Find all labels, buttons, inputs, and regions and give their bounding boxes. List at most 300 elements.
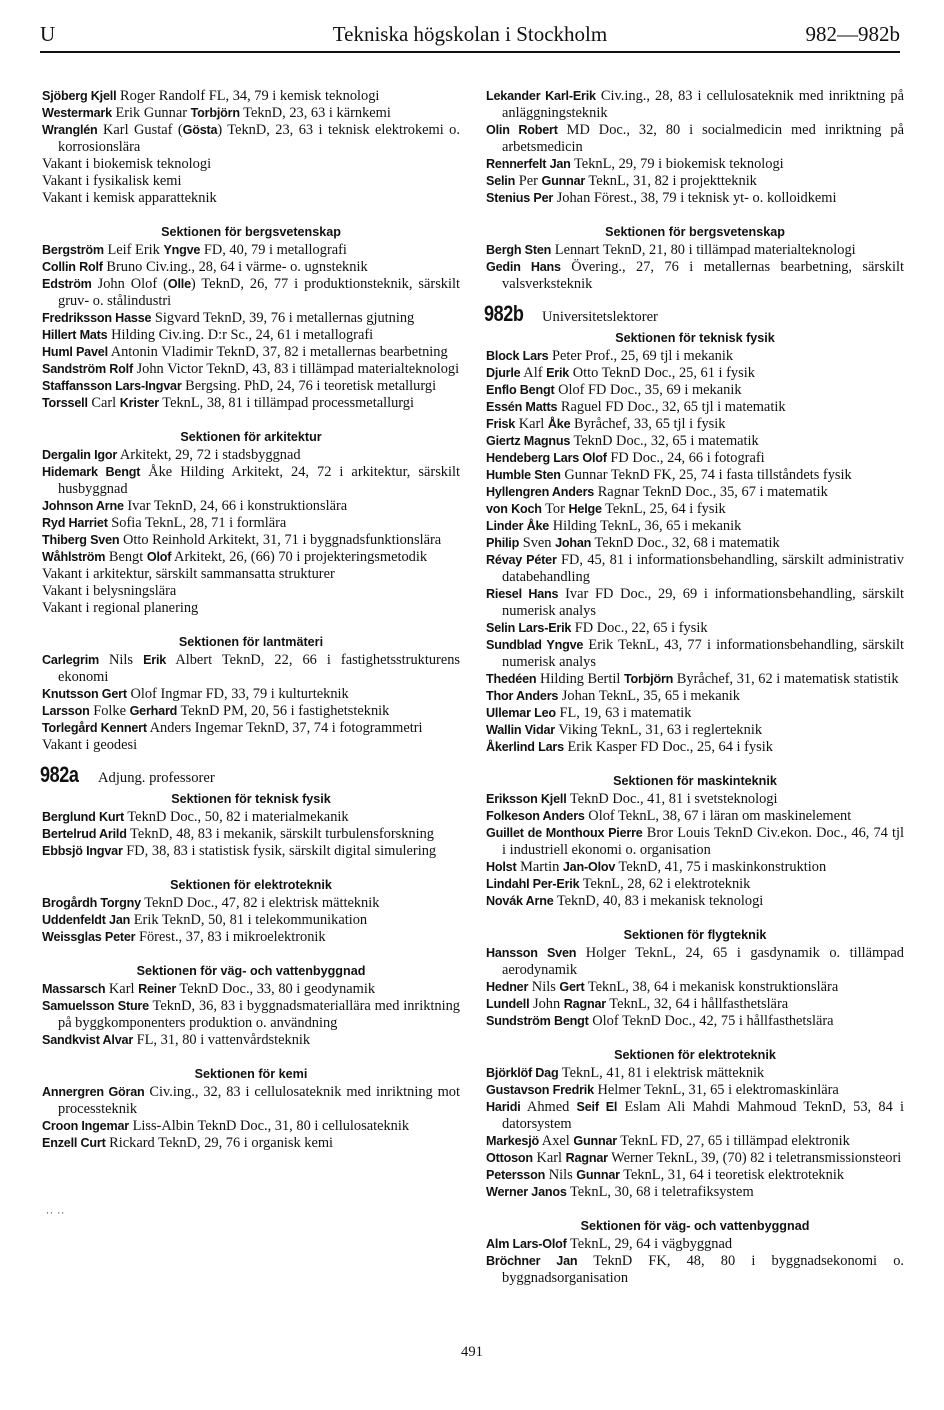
staff-entry: [486, 893, 904, 910]
entry-name: Sjöberg Kjell: [42, 89, 117, 103]
entry-name: Wallin Vidar: [486, 723, 555, 737]
entry-text: Lennart TeknD, 21, 80 i tillämpad materialteknologi: [551, 242, 856, 258]
entry-name: Petersson: [486, 1168, 546, 1182]
entry-text: TeknD, 36, 83 i byggnadsmateriallära med inriktning på byggkomponenters produktion o. användning: [58, 998, 461, 1031]
entry-text: Arkitekt, 29, 72 i stadsbyggnad: [117, 447, 301, 463]
staff-entry: [42, 929, 460, 946]
entry-text: Liss-Albin TeknD Doc., 31, 80 i cellulosateknik: [128, 1118, 410, 1134]
entry-name: Sundström Bengt: [486, 1014, 589, 1028]
staff-entry: [42, 361, 460, 378]
entry-name: Selin: [486, 174, 516, 188]
section-heading: Sektionen för teknisk fysik: [171, 792, 331, 806]
entry-text: FL, 31, 80 i vattenvårdsteknik: [133, 1032, 311, 1048]
entry-text-rest: Byråchef, 31, 62 i matematisk statistik: [673, 671, 899, 687]
entry-text: Karl: [105, 981, 139, 997]
entry-text: Carl: [87, 395, 120, 411]
entry-text: Hilding Bertil: [536, 671, 624, 687]
staff-entry: [486, 620, 904, 637]
staff-entry: [486, 586, 904, 620]
entry-text-rest: Eslam Ali Mahdi Mahmoud TeknD, 53, 84 i datorsystem: [502, 1099, 904, 1132]
entry-text-rest: ) TeknD, 26, 77 i produktionsteknik, särskilt gruv- o. stålindustri: [58, 276, 460, 309]
entry-text: Leif Erik: [103, 242, 164, 258]
staff-entry: [42, 378, 460, 395]
staff-entry: [486, 259, 904, 293]
staff-entry: [42, 242, 460, 259]
staff-entry: [486, 501, 904, 518]
entry-name-part: Gunnar: [541, 174, 586, 188]
staff-entry: [42, 122, 460, 156]
staff-entry: [486, 552, 904, 586]
staff-entry: [486, 791, 904, 808]
staff-entry: [486, 518, 904, 535]
entry-text: FD, 38, 83 i statistisk fysik, särskilt digital simulering: [122, 843, 437, 859]
entry-name-part: Gunnar: [576, 1168, 620, 1182]
staff-entry: [42, 703, 460, 720]
entry-text: Civ.ing., 28, 83 i cellulosateknik med inriktning på anläggningsteknik: [502, 88, 904, 121]
staff-entry: [486, 382, 904, 399]
staff-entry: [486, 859, 904, 876]
staff-entry: [486, 399, 904, 416]
entry-name: Rennerfelt Jan: [486, 157, 571, 171]
entry-name: Riesel Hans: [486, 587, 559, 601]
entry-text-rest: Werner TeknL, 39, (70) 82 i teletransmissionsteori: [607, 1150, 902, 1166]
staff-entry: [486, 1099, 904, 1133]
staff-entry: [486, 637, 904, 671]
staff-entry: [486, 173, 904, 190]
entry-name: von Koch: [486, 502, 542, 516]
entry-text: Folke: [89, 703, 130, 719]
staff-entry: [42, 600, 460, 617]
header-left-mark: U: [40, 22, 56, 46]
staff-entry: [42, 515, 460, 532]
staff-entry: [42, 88, 460, 105]
entry-name: Uddenfeldt Jan: [42, 913, 131, 927]
entry-name: Hendeberg Lars Olof: [486, 451, 607, 465]
entry-text: Hilding TeknL, 36, 65 i mekanik: [549, 518, 742, 534]
staff-entry: [42, 173, 460, 190]
entry-text: Otto Reinhold Arkitekt, 31, 71 i byggnadsfunktionslära: [119, 532, 442, 548]
entry-name: Bertelrud Arild: [42, 827, 127, 841]
entry-name: Brogårdh Torgny: [42, 896, 141, 910]
entry-name: Ryd Harriet: [42, 516, 108, 530]
entry-text: Förest., 37, 83 i mikroelektronik: [135, 929, 326, 945]
staff-entry: [486, 825, 904, 859]
entry-text-rest: ) TeknD, 23, 63 i teknisk elektrokemi o. korrosionslära: [58, 122, 460, 155]
staff-entry: [42, 464, 460, 498]
staff-entry: [42, 344, 460, 361]
staff-entry: [486, 433, 904, 450]
entry-name: Torlegård Kennert: [42, 721, 147, 735]
section-heading: Sektionen för teknisk fysik: [615, 331, 775, 345]
entry-text: Ahmed: [520, 1099, 577, 1115]
entry-name: Haridi: [486, 1100, 521, 1114]
staff-entry: [486, 190, 904, 207]
entry-text-rest: TeknL, 31, 64 i teoretisk elektroteknik: [619, 1167, 845, 1183]
entry-name: Hedner: [486, 980, 529, 994]
entry-name: Hillert Mats: [42, 328, 108, 342]
entry-text: Vakant i fysikalisk kemi: [42, 173, 182, 189]
entry-name: Essén Matts: [486, 400, 558, 414]
entry-name: Bergström: [42, 243, 104, 257]
entry-name: Philip: [486, 536, 520, 550]
staff-entry: [486, 484, 904, 501]
staff-entry: [486, 450, 904, 467]
entry-text: Hilding Civ.ing. D:r Sc., 24, 61 i metallografi: [107, 327, 374, 343]
entry-name: Linder Åke: [486, 519, 550, 533]
entry-name: Edström: [42, 277, 92, 291]
entry-name: Weissglas Peter: [42, 930, 136, 944]
staff-entry: [486, 945, 904, 979]
entry-text-rest: TeknL, 25, 64 i fysik: [601, 501, 726, 517]
entry-text: TeknL, 41, 81 i elektrisk mätteknik: [558, 1065, 765, 1081]
entry-text: Bengt: [105, 549, 147, 565]
staff-entry: [42, 737, 460, 754]
entry-text: Roger Randolf FL, 34, 79 i kemisk teknologi: [116, 88, 380, 104]
staff-entry: [486, 1133, 904, 1150]
entry-name: Stenius Per: [486, 191, 554, 205]
entry-text: TeknD Doc., 47, 82 i elektrisk mätteknik: [140, 895, 380, 911]
entry-text: Bror Louis TeknD Civ.ekon. Doc., 46, 74 tjl i industriell ekonomi o. organisation: [502, 825, 904, 858]
entry-name: Lekander Karl-Erik: [486, 89, 596, 103]
entry-text: Ragnar TeknD Doc., 35, 67 i matematik: [594, 484, 828, 500]
entry-text: Sofia TeknL, 28, 71 i formlära: [107, 515, 287, 531]
entry-text: Vakant i regional planering: [42, 600, 199, 616]
entry-text: TeknL, 28, 62 i elektroteknik: [579, 876, 751, 892]
entry-text-rest: TeknL FD, 27, 65 i tillämpad elektronik: [616, 1133, 850, 1149]
entry-text: Johan Förest., 38, 79 i teknisk yt- o. kolloidkemi: [553, 190, 837, 206]
staff-entry: [42, 895, 460, 912]
entry-text-rest: TeknD, 41, 75 i maskinkonstruktion: [615, 859, 827, 875]
section-heading: Sektionen för lantmäteri: [178, 635, 324, 649]
staff-entry: [42, 156, 460, 173]
staff-entry: [486, 1065, 904, 1082]
entry-text: Peter Prof., 25, 69 tjl i mekanik: [548, 348, 734, 364]
entry-name-part: Johan: [555, 536, 592, 550]
entry-text: Erik TeknD, 50, 81 i telekommunikation: [130, 912, 368, 928]
section-heading: Sektionen för väg- och vattenbyggnad: [580, 1219, 810, 1233]
entry-text: Övering., 27, 76 i metallernas bearbetning, särskilt valsverksteknik: [502, 259, 904, 292]
staff-entry: [42, 1118, 460, 1135]
entry-name-part: Olle: [167, 277, 191, 291]
entry-text: Vakant i belysningslära: [42, 583, 177, 599]
entry-name: Werner Janos: [486, 1185, 567, 1199]
staff-entry: [42, 843, 460, 860]
entry-name: Sandström Rolf: [42, 362, 133, 376]
entry-text: Vakant i kemisk apparatteknik: [42, 190, 217, 206]
section-heading: Sektionen för kemi: [194, 1067, 308, 1081]
entry-name-part: Torbjörn: [623, 672, 674, 686]
entry-text: TeknL, 29, 64 i vägbyggnad: [566, 1236, 733, 1252]
entry-text: Tor: [541, 501, 569, 517]
entry-text: Nils: [545, 1167, 577, 1183]
entry-text: TeknD Doc., 41, 81 i svetsteknologi: [566, 791, 778, 807]
staff-entry: [42, 998, 460, 1032]
entry-name: Wranglén: [42, 123, 98, 137]
staff-entry: [486, 876, 904, 893]
entry-text: Olof TeknD Doc., 42, 75 i hållfasthetslära: [588, 1013, 834, 1029]
header-range: 982—982b: [805, 22, 900, 46]
entry-name: Wåhlström: [42, 550, 106, 564]
staff-entry: [486, 996, 904, 1013]
entry-name-part: Yngve: [163, 243, 201, 257]
entry-text-rest: Albert TeknD, 22, 66 i fastighetsstrukturens ekonomi: [58, 652, 461, 685]
category-heading: [40, 762, 460, 787]
entry-name: Sandkvist Alvar: [42, 1033, 134, 1047]
header-rule: [40, 51, 900, 53]
entry-name: Folkeson Anders: [486, 809, 585, 823]
entry-name: Berglund Kurt: [42, 810, 125, 824]
entry-name: Enflo Bengt: [486, 383, 555, 397]
staff-entry: [42, 259, 460, 276]
staff-entry: [42, 498, 460, 515]
staff-entry: [42, 310, 460, 327]
entry-text-rest: Arkitekt, 26, (66) 70 i projekteringsmetodik: [171, 549, 428, 565]
staff-entry: [42, 532, 460, 549]
stray-mark: ·· ··: [46, 1208, 66, 1218]
entry-name-part: Torbjörn: [190, 106, 240, 120]
staff-entry: [42, 720, 460, 737]
entry-name: Bröchner Jan: [486, 1254, 578, 1268]
staff-entry: [486, 808, 904, 825]
entry-name: Holst: [486, 860, 517, 874]
entry-name: Markesjö: [486, 1134, 539, 1148]
staff-entry: [486, 1013, 904, 1030]
entry-text: John: [529, 996, 564, 1012]
entry-name: Bergh Sten: [486, 243, 552, 257]
entry-name-part: Ragnar: [563, 997, 606, 1011]
staff-entry: [486, 739, 904, 756]
entry-name: Thor Anders: [486, 689, 559, 703]
staff-entry: [486, 1253, 904, 1287]
staff-entry: [486, 467, 904, 484]
entry-text: Per: [515, 173, 542, 189]
entry-text: Antonin Vladimir TeknD, 37, 82 i metallernas bearbetning: [107, 344, 448, 360]
entry-name: Fredriksson Hasse: [42, 311, 152, 325]
entry-name: Thiberg Sven: [42, 533, 120, 547]
entry-text: Erik Gunnar: [111, 105, 191, 121]
entry-name: Ottoson: [486, 1151, 533, 1165]
category-title: Universitetslektorer: [542, 309, 658, 325]
entry-text: FD Doc., 24, 66 i fotografi: [606, 450, 765, 466]
entry-text: Sven: [519, 535, 556, 551]
section-heading: Sektionen för flygteknik: [623, 928, 767, 942]
entry-name-part: Gunnar: [573, 1134, 617, 1148]
entry-text-rest: TeknL, 38, 64 i mekanisk konstruktionslära: [584, 979, 839, 995]
staff-entry: [486, 156, 904, 173]
entry-text-rest: TeknD Doc., 33, 80 i geodynamik: [176, 981, 376, 997]
entry-name: Knutsson Gert: [42, 687, 127, 701]
entry-name: Sundblad Yngve: [486, 638, 584, 652]
staff-entry: [486, 348, 904, 365]
staff-entry: [486, 535, 904, 552]
entry-name: Hansson Sven: [486, 946, 577, 960]
entry-name: Massarsch: [42, 982, 106, 996]
entry-name-part: Åke: [547, 417, 571, 431]
entry-text: Nils: [99, 652, 144, 668]
entry-text: Gunnar TeknD FK, 25, 74 i fasta tillståndets fysik: [560, 467, 852, 483]
entry-text: TeknL, 29, 79 i biokemisk teknologi: [570, 156, 784, 172]
entry-text: TeknD FK, 48, 80 i byggnadsekonomi o. byggnadsorganisation: [502, 1253, 904, 1286]
entry-text-rest: TeknD, 23, 63 i kärnkemi: [239, 105, 391, 121]
entry-name-part: Jan-Olov: [562, 860, 616, 874]
entry-name-part: Seif El: [576, 1100, 618, 1114]
page-number: 491: [461, 1344, 483, 1360]
entry-text: TeknD Doc., 50, 82 i materialmekanik: [124, 809, 349, 825]
staff-entry: [486, 705, 904, 722]
staff-entry: [42, 447, 460, 464]
entry-name: Annergren Göran: [42, 1085, 145, 1099]
staff-entry: [42, 566, 460, 583]
entry-name: Révay Péter: [486, 553, 557, 567]
entry-name: Larsson: [42, 704, 90, 718]
entry-text: TeknD Doc., 32, 65 i matematik: [570, 433, 759, 449]
entry-name: Eriksson Kjell: [486, 792, 567, 806]
entry-text: Sigvard TeknD, 39, 76 i metallernas gjutning: [151, 310, 415, 326]
category-code: 982b: [484, 301, 524, 326]
staff-entry: [42, 105, 460, 122]
entry-name: Novák Arne: [486, 894, 554, 908]
entry-text-rest: Otto TeknD Doc., 25, 61 i fysik: [569, 365, 755, 381]
entry-name: Thedéen: [486, 672, 537, 686]
entry-text: Vakant i arkitektur, särskilt sammansatta strukturer: [42, 566, 335, 582]
staff-entry: [486, 1167, 904, 1184]
entry-name: Selin Lars-Erik: [486, 621, 572, 635]
entry-text: Vakant i geodesi: [42, 737, 138, 753]
entry-name: Gustavson Fredrik: [486, 1083, 594, 1097]
entry-name: Ullemar Leo: [486, 706, 556, 720]
entry-text: TeknL, 30, 68 i teletrafiksystem: [566, 1184, 754, 1200]
entry-text-rest: TeknL, 31, 82 i projektteknik: [585, 173, 757, 189]
entry-name: Ebbsjö Ingvar: [42, 844, 123, 858]
right-column: [486, 88, 904, 1287]
entry-name: Åkerlind Lars: [486, 740, 564, 754]
entry-text: Erik TeknL, 43, 77 i informationsbehandling, särskilt numerisk analys: [502, 637, 904, 670]
entry-name: Gedin Hans: [486, 260, 561, 274]
entry-name: Djurle: [486, 366, 521, 380]
entry-text: MD Doc., 32, 80 i socialmedicin med inriktning på arbetsmedicin: [502, 122, 904, 155]
entry-text: Erik Kasper FD Doc., 25, 64 i fysik: [563, 739, 773, 755]
entry-name-part: Gerhard: [129, 704, 178, 718]
entry-text: Rickard TeknD, 29, 76 i organisk kemi: [105, 1135, 334, 1151]
entry-text: Raguel FD Doc., 32, 65 tjl i matematik: [557, 399, 786, 415]
entry-name: Alm Lars-Olof: [486, 1237, 567, 1251]
category-code: 982a: [40, 762, 79, 787]
entry-text: Viking TeknL, 31, 63 i reglerteknik: [554, 722, 763, 738]
staff-entry: [42, 276, 460, 310]
entry-name-part: Gert: [559, 980, 585, 994]
entry-name: Frisk: [486, 417, 516, 431]
entry-name-part: Gösta: [182, 123, 218, 137]
entry-text-rest: FD, 40, 79 i metallografi: [200, 242, 347, 258]
staff-entry: [486, 365, 904, 382]
section-heading: Sektionen för maskinteknik: [613, 774, 777, 788]
entry-text: TeknD, 48, 83 i mekanik, särskilt turbulensforskning: [126, 826, 434, 842]
entry-name-part: Ragnar: [565, 1151, 608, 1165]
staff-entry: [486, 979, 904, 996]
staff-entry: [42, 327, 460, 344]
staff-entry: [486, 688, 904, 705]
entry-name: Guillet de Monthoux Pierre: [486, 826, 643, 840]
entry-text: Olof FD Doc., 35, 69 i mekanik: [554, 382, 742, 398]
staff-entry: [486, 722, 904, 739]
entry-name: Giertz Magnus: [486, 434, 571, 448]
entry-text: Olof Ingmar FD, 33, 79 i kulturteknik: [126, 686, 349, 702]
entry-text: Civ.ing., 32, 83 i cellulosateknik med inriktning mot processteknik: [58, 1084, 460, 1117]
entry-name-part: Reiner: [138, 982, 177, 996]
section-heading: Sektionen för elektroteknik: [614, 1048, 776, 1062]
entry-text: John Olof (: [91, 276, 168, 292]
staff-entry: [42, 912, 460, 929]
staff-entry: [42, 826, 460, 843]
category-heading: [484, 301, 904, 326]
entry-text: Karl: [515, 416, 548, 432]
entry-text: Ivar FD Doc., 29, 69 i informationsbehandling, särskilt numerisk analys: [502, 586, 904, 619]
staff-entry: [42, 809, 460, 826]
staff-entry: [42, 652, 460, 686]
entry-name: Croon Ingemar: [42, 1119, 129, 1133]
staff-entry: [486, 122, 904, 156]
staff-entry: [42, 549, 460, 566]
staff-entry: [42, 1032, 460, 1049]
entry-name-part: Olof: [146, 550, 172, 564]
entry-text: John Victor TeknD, 43, 83 i tillämpad materialteknologi: [132, 361, 460, 377]
entry-name: Lundell: [486, 997, 530, 1011]
staff-entry: [42, 981, 460, 998]
entry-text: Alf: [520, 365, 547, 381]
page-header: [40, 22, 900, 50]
entry-name: Dergalin Igor: [42, 448, 118, 462]
entry-text: Holger TeknL, 24, 65 i gasdynamik o. tillämpad aerodynamik: [502, 945, 905, 978]
entry-text-rest: TeknL, 32, 64 i hållfasthetslära: [605, 996, 789, 1012]
entry-text-rest: TeknD PM, 20, 56 i fastighetsteknik: [177, 703, 390, 719]
entry-text: Karl Gustaf (: [97, 122, 183, 138]
staff-entry: [486, 1184, 904, 1201]
entry-name: Huml Pavel: [42, 345, 108, 359]
entry-name: Humble Sten: [486, 468, 561, 482]
entry-text: FD Doc., 22, 65 i fysik: [571, 620, 708, 636]
staff-entry: [486, 88, 904, 122]
entry-text: FL, 19, 63 i matematik: [555, 705, 692, 721]
category-title: Adjung. professorer: [98, 770, 215, 786]
entry-text: Helmer TeknL, 31, 65 i elektromaskinlära: [593, 1082, 839, 1098]
entry-name: Enzell Curt: [42, 1136, 106, 1150]
entry-name: Olin Robert: [486, 123, 558, 137]
entry-text: Karl: [532, 1150, 566, 1166]
entry-text-rest: TeknL, 38, 81 i tillämpad processmetallurgi: [158, 395, 414, 411]
entry-text-rest: Byråchef, 33, 65 tjl i fysik: [570, 416, 726, 432]
entry-text: FD, 45, 81 i informationsbehandling, särskilt administrativ databehandling: [502, 552, 904, 585]
entry-name: Carlegrim: [42, 653, 99, 667]
entry-name: Torssell: [42, 396, 88, 410]
section-heading: Sektionen för bergsvetenskap: [161, 225, 341, 239]
staff-entry: [42, 686, 460, 703]
entry-text: Olof TeknL, 38, 67 i läran om maskinelement: [584, 808, 852, 824]
entry-name-part: Helge: [568, 502, 602, 516]
staff-entry: [42, 190, 460, 207]
entry-text: Johan TeknL, 35, 65 i mekanik: [558, 688, 740, 704]
section-heading: Sektionen för arkitektur: [180, 430, 322, 444]
entry-text: Bergsing. PhD, 24, 76 i teoretisk metallurgi: [181, 378, 437, 394]
staff-entry: [42, 395, 460, 412]
staff-entry: [486, 1236, 904, 1253]
entry-text: Vakant i biokemisk teknologi: [42, 156, 212, 172]
section-heading: Sektionen för elektroteknik: [170, 878, 332, 892]
entry-name: Staffansson Lars-Ingvar: [42, 379, 182, 393]
entry-name: Björklöf Dag: [486, 1066, 559, 1080]
staff-entry: [486, 416, 904, 433]
entry-text: Ivar TeknD, 24, 66 i konstruktionslära: [123, 498, 348, 514]
entry-text: Bruno Civ.ing., 28, 64 i värme- o. ugnsteknik: [102, 259, 368, 275]
